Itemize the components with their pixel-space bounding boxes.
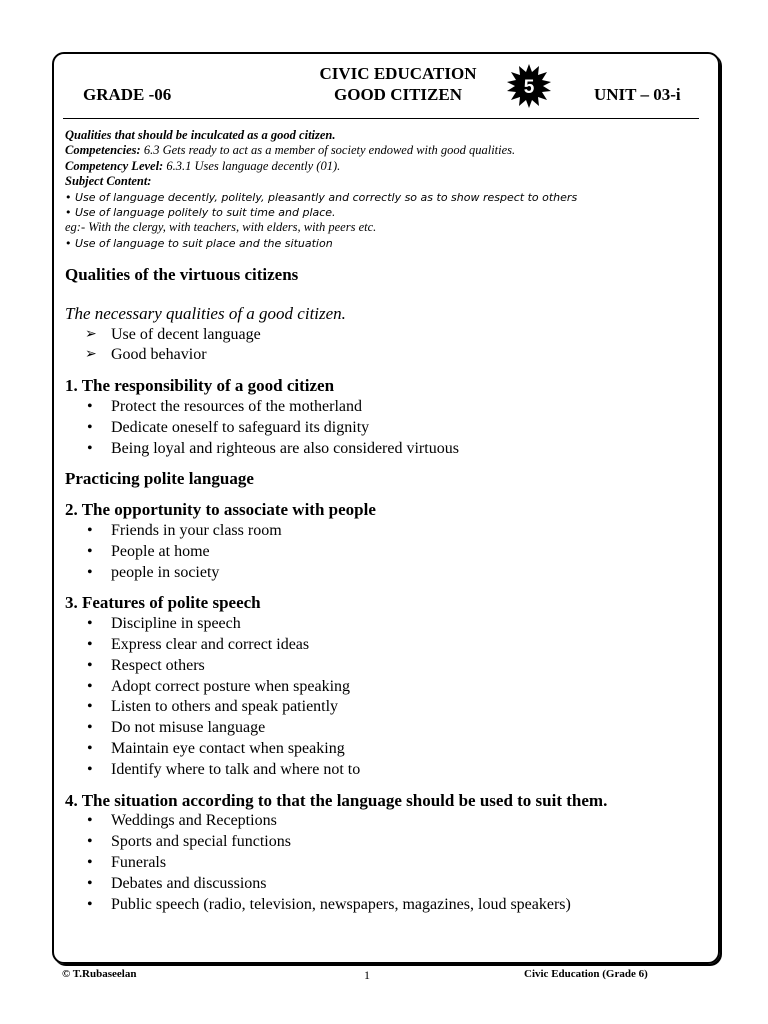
competencies-text: 6.3 Gets ready to act as a member of society endowed with good qualities. (140, 143, 516, 158)
footer-course: Civic Education (Grade 6) (524, 968, 648, 980)
badge-number: 5 (523, 77, 535, 98)
section-3-title: 3. Features of polite speech (65, 593, 261, 613)
qualities-list (65, 325, 705, 367)
bullet-icon: • (87, 439, 93, 457)
content-example: eg:- With the clergy, with teachers, with elders, with peers etc. (65, 220, 377, 235)
arrow-bullet-icon: ➢ (85, 347, 97, 363)
heading-polite-language: Practicing polite language (65, 469, 254, 489)
unit-label: UNIT – 03-i (594, 85, 681, 104)
list-item: • Respect others (65, 656, 705, 677)
heading-virtuous-citizens: Qualities of the virtuous citizens (65, 265, 299, 284)
competencies-line (65, 143, 705, 158)
level-line (65, 159, 705, 174)
list-item: • Debates and discussions (65, 874, 705, 895)
list-item: • Maintain eye contact when speaking (65, 739, 705, 760)
list-item: • people in society (65, 563, 705, 584)
list-item: • Friends in your class room (65, 521, 705, 542)
bullet-icon: • (87, 853, 93, 871)
bullet-icon: • (87, 542, 93, 560)
bullet-icon: • (87, 677, 93, 695)
section-2-list (65, 521, 705, 583)
content-label: Subject Content: (65, 174, 152, 189)
content-point: • Use of language to suit place and the situation (65, 236, 333, 250)
list-item: • Funerals (65, 853, 705, 874)
footer-author: © T.Rubaseelan (62, 968, 137, 980)
bullet-icon: • (87, 895, 93, 913)
topic-title: GOOD CITIZEN (334, 85, 462, 104)
footer-page-number: 1 (364, 968, 370, 982)
content-point: • Use of language decently, politely, pleasantly and correctly so as to show respect to others (65, 190, 578, 204)
section-4-title: 4. The situation according to that the language should be used to suit them. (65, 790, 608, 810)
list-item: • Express clear and correct ideas (65, 635, 705, 656)
starburst-badge-icon (507, 64, 551, 108)
bullet-icon: • (87, 833, 93, 851)
bullet-icon: • (87, 812, 93, 830)
bullet-icon: • (87, 698, 93, 716)
list-item: • Identify where to talk and where not to (65, 760, 705, 781)
content-point: • Use of language politely to suit time and place. (65, 206, 336, 220)
main-content (65, 265, 705, 915)
bullet-icon: • (87, 874, 93, 892)
arrow-bullet-icon: ➢ (85, 326, 97, 342)
grade-label: GRADE -06 (83, 85, 172, 104)
list-item: • Weddings and Receptions (65, 811, 705, 832)
level-label: Competency Level: (65, 158, 164, 173)
bullet-icon: • (87, 397, 93, 415)
list-item: • Being loyal and righteous are also considered virtuous (65, 439, 705, 460)
bullet-icon: • (87, 739, 93, 757)
list-item: • Dedicate oneself to safeguard its dignity (65, 418, 705, 439)
bullet-icon: • (87, 615, 93, 633)
list-item: • Discipline in speech (65, 614, 705, 635)
bullet-icon: • (87, 635, 93, 653)
bullet-icon: • (87, 719, 93, 737)
list-item: • Adopt correct posture when speaking (65, 677, 705, 698)
list-item: • People at home (65, 542, 705, 563)
list-item: • Listen to others and speak patiently (65, 697, 705, 718)
header-divider (63, 118, 699, 119)
list-item: • Do not misuse language (65, 718, 705, 739)
list-item: • Protect the resources of the motherland (65, 397, 705, 418)
bullet-icon: • (87, 521, 93, 539)
meta-title: Qualities that should be inculcated as a good citizen. (65, 128, 336, 142)
section-1-title: 1. The responsibility of a good citizen (65, 376, 335, 396)
subject-title: CIVIC EDUCATION (319, 64, 477, 83)
list-item: ➢ Use of decent language (65, 325, 705, 346)
list-item: • Sports and special functions (65, 832, 705, 853)
list-item: ➢ Good behavior (65, 345, 705, 366)
metadata-block (65, 128, 705, 251)
bullet-icon: • (87, 656, 93, 674)
bullet-icon: • (87, 760, 93, 778)
list-item: • Public speech (radio, television, newspapers, magazines, loud speakers) (65, 895, 705, 916)
section-2-title: 2. The opportunity to associate with people (65, 500, 376, 520)
subtitle-necessary-qualities: The necessary qualities of a good citizen. (65, 303, 346, 323)
competencies-label: Competencies: (65, 143, 141, 158)
bullet-icon: • (87, 418, 93, 436)
bullet-icon: • (87, 563, 93, 581)
header-center (270, 63, 526, 105)
section-3-list (65, 614, 705, 780)
section-4-list (65, 811, 705, 915)
section-1-list (65, 397, 705, 459)
level-text: 6.3.1 Uses language decently (01). (163, 158, 341, 173)
